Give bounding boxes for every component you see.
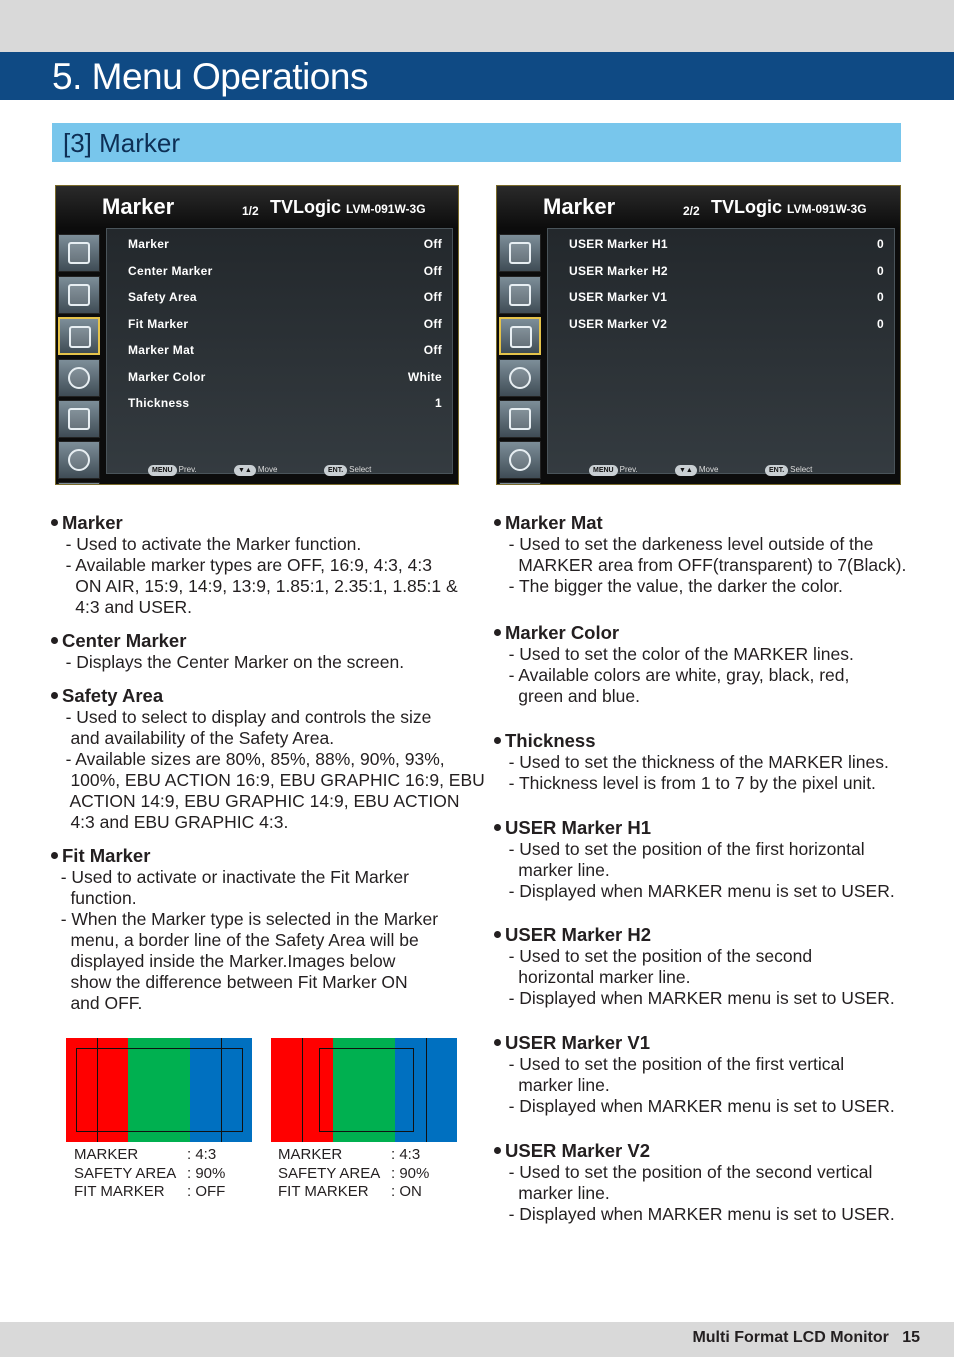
feature-description: and availability of the Safety Area. <box>51 728 335 748</box>
feature-description: marker line. <box>494 860 610 880</box>
marker-line <box>302 1038 303 1142</box>
bullet-icon <box>494 629 501 636</box>
feature-description: function. <box>51 888 137 908</box>
osd-tab-column <box>56 228 102 484</box>
osd-row: USER Marker V2 0 <box>569 317 884 331</box>
bullet-icon <box>494 931 501 938</box>
bullet-icon <box>51 637 58 644</box>
feature-entry <box>51 512 458 618</box>
feature-entry <box>51 685 485 833</box>
link-tab-icon <box>58 441 100 479</box>
feature-title: Safety Area <box>51 685 485 707</box>
osd-tab-column <box>497 228 543 484</box>
feature-entry <box>494 924 895 1009</box>
tools-tab-icon <box>499 482 541 485</box>
bullet-icon <box>494 824 501 831</box>
feature-entry <box>51 630 404 673</box>
feature-entry <box>494 730 889 794</box>
feature-description: 4:3 and USER. <box>51 597 193 617</box>
feature-description: MARKER area from OFF(transparent) to 7(Black). <box>494 555 907 575</box>
osd-footer-move: Move <box>257 465 278 474</box>
bullet-icon <box>494 1039 501 1046</box>
feature-description: - Used to set the position of the first vertical <box>494 1054 845 1074</box>
waveform-tab-icon <box>58 400 100 438</box>
enter-key: ENT. <box>765 465 788 476</box>
feature-description: - Used to set the color of the MARKER lines. <box>494 644 854 664</box>
osd-row: USER Marker H1 0 <box>569 237 884 251</box>
picture-tab-icon <box>499 276 541 314</box>
osd-menu-page-1 <box>55 185 459 485</box>
osd-row: USER Marker V1 0 <box>569 290 884 304</box>
waveform-tab-icon <box>499 400 541 438</box>
feature-description: - Displayed when MARKER menu is set to USER. <box>494 1096 895 1116</box>
feature-description: ON AIR, 15:9, 14:9, 13:9, 1.85:1, 2.35:1, 1.85:1 & <box>51 576 458 596</box>
osd-footer <box>96 464 452 478</box>
feature-title: Marker Mat <box>494 512 906 534</box>
audio-tab-icon <box>499 359 541 397</box>
feature-description: - Used to activate or inactivate the Fit Marker <box>51 867 409 887</box>
bullet-icon <box>51 852 58 859</box>
bullet-icon <box>494 519 501 526</box>
feature-description: - Used to set the position of the first horizontal <box>494 839 865 859</box>
feature-description: - Used to select to display and controls the size <box>51 707 432 727</box>
feature-description: - Displayed when MARKER menu is set to USER. <box>494 881 895 901</box>
osd-page-number: 2/2 <box>683 204 700 218</box>
link-tab-icon <box>499 441 541 479</box>
feature-description: ACTION 14:9, EBU GRAPHIC 14:9, EBU ACTION <box>51 791 460 811</box>
osd-page-number: 1/2 <box>242 204 259 218</box>
osd-footer-move: Move <box>698 465 719 474</box>
feature-description: displayed inside the Marker.Images below <box>51 951 396 971</box>
feature-description: - Used to set the position of the second <box>494 946 813 966</box>
feature-description: - Displays the Center Marker on the screen. <box>51 652 405 672</box>
marker-line <box>426 1038 427 1142</box>
feature-description: show the difference between Fit Marker ON <box>51 972 408 992</box>
osd-menu-panel <box>106 228 453 474</box>
feature-description: - When the Marker type is selected in the Marker <box>51 909 439 929</box>
arrow-keys: ▼▲ <box>234 465 256 476</box>
osd-row: Safety Area Off <box>128 290 442 304</box>
osd-brand-name: TVLogic <box>711 197 782 217</box>
feature-title: Marker Color <box>494 622 854 644</box>
feature-title: USER Marker H1 <box>494 817 895 839</box>
osd-menu-panel <box>547 228 895 474</box>
osd-row: Marker Color White <box>128 370 442 384</box>
feature-entry <box>494 1032 895 1117</box>
osd-brand <box>270 197 426 218</box>
osd-brand-name: TVLogic <box>270 197 341 217</box>
feature-title: Thickness <box>494 730 889 752</box>
footer-text: Multi Format LCD Monitor 15 <box>692 1329 920 1346</box>
bullet-icon <box>494 737 501 744</box>
menu-key: MENU <box>589 465 618 476</box>
bullet-icon <box>51 692 58 699</box>
osd-row: Thickness 1 <box>128 396 442 410</box>
feature-description: marker line. <box>494 1075 610 1095</box>
fit-marker-off-image <box>66 1038 252 1142</box>
feature-description: menu, a border line of the Safety Area will be <box>51 930 419 950</box>
osd-footer-prev: Prev. <box>619 465 638 474</box>
feature-description: - Used to set the thickness of the MARKER lines. <box>494 752 889 772</box>
marker-tab-icon <box>58 317 100 355</box>
top-band <box>0 0 954 52</box>
tools-tab-icon <box>58 482 100 485</box>
feature-description: - Displayed when MARKER menu is set to USER. <box>494 1204 895 1224</box>
page-title: 5. Menu Operations <box>52 56 368 97</box>
feature-description: 4:3 and EBU GRAPHIC 4:3. <box>51 812 289 832</box>
fit-marker-on-image <box>271 1038 457 1142</box>
osd-row: Marker Mat Off <box>128 343 442 357</box>
arrow-keys: ▼▲ <box>675 465 697 476</box>
feature-entry <box>494 1140 895 1225</box>
feature-description: 100%, EBU ACTION 16:9, EBU GRAPHIC 16:9, EBU <box>51 770 485 790</box>
osd-footer-prev: Prev. <box>178 465 197 474</box>
audio-tab-icon <box>58 359 100 397</box>
feature-title: Center Marker <box>51 630 404 652</box>
feature-description: - Used to set the darkeness level outside of the <box>494 534 874 554</box>
feature-title: USER Marker V2 <box>494 1140 895 1162</box>
chapter-header <box>0 52 954 100</box>
osd-footer <box>537 464 894 478</box>
feature-description: green and blue. <box>494 686 640 706</box>
menu-key: MENU <box>148 465 177 476</box>
feature-description: - Available colors are white, gray, black, red, <box>494 665 850 685</box>
osd-footer-select: Select <box>790 465 813 474</box>
monitor-tab-icon <box>58 234 100 272</box>
bullet-icon <box>51 519 58 526</box>
feature-title: Fit Marker <box>51 845 438 867</box>
feature-entry <box>494 817 895 902</box>
safety-area-box <box>76 1048 243 1132</box>
feature-description: horizontal marker line. <box>494 967 691 987</box>
feature-description: - Used to set the position of the second vertical <box>494 1162 873 1182</box>
feature-description: - Displayed when MARKER menu is set to USER. <box>494 988 895 1008</box>
feature-description: - Thickness level is from 1 to 7 by the pixel unit. <box>494 773 876 793</box>
feature-title: USER Marker H2 <box>494 924 895 946</box>
osd-title: Marker <box>102 194 175 219</box>
feature-description: - Available marker types are OFF, 16:9, 4:3, 4:3 <box>51 555 432 575</box>
feature-description: marker line. <box>494 1183 610 1203</box>
osd-brand <box>711 197 867 218</box>
feature-description: - Available sizes are 80%, 85%, 88%, 90%, 93%, <box>51 749 445 769</box>
osd-row: Fit Marker Off <box>128 317 442 331</box>
marker-tab-icon <box>499 317 541 355</box>
osd-model: LVM-091W-3G <box>346 202 426 216</box>
osd-footer-select: Select <box>349 465 372 474</box>
osd-row: USER Marker H2 0 <box>569 264 884 278</box>
feature-entry <box>494 622 854 707</box>
feature-entry <box>494 512 906 597</box>
feature-entry <box>51 845 438 1014</box>
section-title: [3] Marker <box>63 128 181 158</box>
osd-row: Marker Off <box>128 237 442 251</box>
bullet-icon <box>494 1147 501 1154</box>
feature-title: Marker <box>51 512 458 534</box>
safety-area-box <box>319 1048 414 1132</box>
osd-title: Marker <box>543 194 616 219</box>
feature-description: - Used to activate the Marker function. <box>51 534 362 554</box>
enter-key: ENT. <box>324 465 347 476</box>
osd-row: Center Marker Off <box>128 264 442 278</box>
section-header <box>52 123 901 162</box>
osd-model: LVM-091W-3G <box>787 202 867 216</box>
osd-menu-page-2 <box>496 185 901 485</box>
feature-description: - The bigger the value, the darker the color. <box>494 576 843 596</box>
monitor-tab-icon <box>499 234 541 272</box>
page-footer <box>0 1322 954 1357</box>
feature-description: and OFF. <box>51 993 143 1013</box>
feature-title: USER Marker V1 <box>494 1032 895 1054</box>
picture-tab-icon <box>58 276 100 314</box>
